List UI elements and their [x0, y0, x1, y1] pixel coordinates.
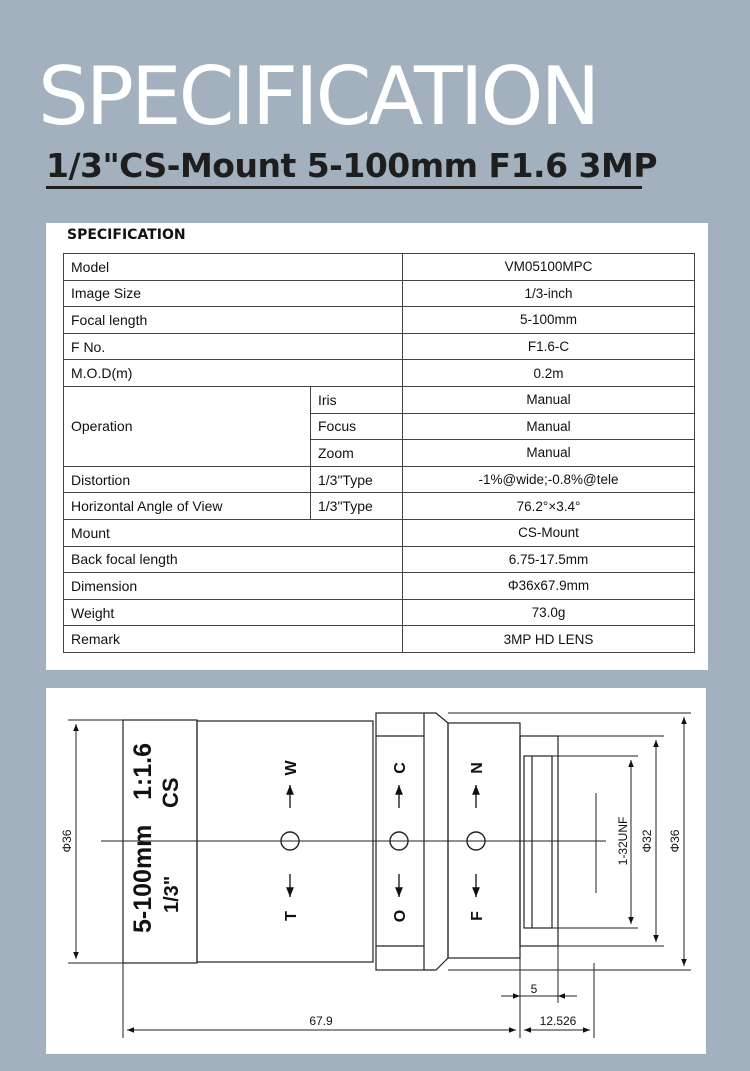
- spec-value: CS-Mount: [403, 519, 695, 546]
- lens-mount-thread: [524, 756, 552, 928]
- spec-label: Dimension: [64, 573, 403, 600]
- table-row: [64, 599, 695, 626]
- table-row: [64, 466, 695, 493]
- spec-table-heading: SPECIFICATION: [67, 227, 186, 243]
- flange-label: 5: [530, 982, 538, 996]
- spec-label: Model: [64, 254, 403, 281]
- table-row: [64, 519, 695, 546]
- table-row: [64, 360, 695, 387]
- spec-label: Image Size: [64, 280, 403, 307]
- spec-value: Manual: [403, 440, 695, 467]
- table-row: [64, 573, 695, 600]
- spec-value: Φ36x67.9mm: [403, 573, 695, 600]
- spec-table: [63, 253, 695, 653]
- spec-value: 73.0g: [403, 599, 695, 626]
- focus-far-mark: F: [469, 911, 486, 921]
- spec-value: 3MP HD LENS: [403, 626, 695, 653]
- page-title: SPECIFICATION: [38, 50, 598, 143]
- table-row: [64, 546, 695, 573]
- spec-value: 0.2m: [403, 360, 695, 387]
- spec-label: Mount: [64, 519, 403, 546]
- dimension-drawing-panel: [46, 688, 706, 1054]
- table-row: [64, 280, 695, 307]
- table-row: [64, 333, 695, 360]
- table-row: [64, 307, 695, 334]
- specification-panel: [46, 223, 708, 670]
- thread-label: 1-32UNF: [616, 816, 630, 866]
- length-label: 67.9: [309, 1014, 333, 1028]
- subtitle-underline: [46, 186, 642, 189]
- spec-value: F1.6-C: [403, 333, 695, 360]
- product-subtitle: 1/3"CS-Mount 5-100mm F1.6 3MP: [46, 146, 658, 185]
- lens-focal-print: 5-100mm: [129, 824, 157, 933]
- spec-value: 76.2°×3.4°: [403, 493, 695, 520]
- zoom-wide-mark: W: [283, 760, 300, 776]
- spec-label: M.O.D(m): [64, 360, 403, 387]
- spec-label: Focal length: [64, 307, 403, 334]
- table-row: [64, 254, 695, 281]
- iris-open-mark: O: [392, 909, 409, 923]
- table-row: [64, 626, 695, 653]
- spec-label: Distortion: [64, 466, 311, 493]
- spec-label: Weight: [64, 599, 403, 626]
- spec-sublabel: Iris: [311, 386, 403, 413]
- spec-label: Back focal length: [64, 546, 403, 573]
- spec-value: -1%@wide;-0.8%@tele: [403, 466, 695, 493]
- lens-format-print: 1/3": [161, 875, 183, 913]
- spec-value: Manual: [403, 413, 695, 440]
- spec-label: F No.: [64, 333, 403, 360]
- spec-value: VM05100MPC: [403, 254, 695, 281]
- lens-aperture-print: 1:1.6: [129, 743, 157, 800]
- spec-sublabel: 1/3"Type: [311, 493, 403, 520]
- spec-label: Remark: [64, 626, 403, 653]
- left-diameter-label: Φ36: [60, 829, 74, 853]
- spec-sublabel: Focus: [311, 413, 403, 440]
- lens-dimension-drawing: [46, 688, 706, 1054]
- spec-value: 1/3-inch: [403, 280, 695, 307]
- table-row: [64, 386, 695, 413]
- spec-value: 6.75-17.5mm: [403, 546, 695, 573]
- iris-close-mark: C: [392, 762, 409, 774]
- spec-value: 5-100mm: [403, 307, 695, 334]
- spec-label: Horizontal Angle of View: [64, 493, 311, 520]
- spec-value: Manual: [403, 386, 695, 413]
- right-diameter-label: Φ36: [668, 829, 682, 853]
- focus-near-mark: N: [469, 762, 486, 774]
- spec-label: Operation: [64, 386, 311, 466]
- spec-sublabel: Zoom: [311, 440, 403, 467]
- zoom-tele-mark: T: [283, 911, 300, 921]
- mount-diameter-label: Φ32: [640, 829, 654, 853]
- lens-mount-print: CS: [158, 777, 183, 808]
- back-length-label: 12.526: [539, 1014, 577, 1028]
- table-row: [64, 493, 695, 520]
- spec-sublabel: 1/3"Type: [311, 466, 403, 493]
